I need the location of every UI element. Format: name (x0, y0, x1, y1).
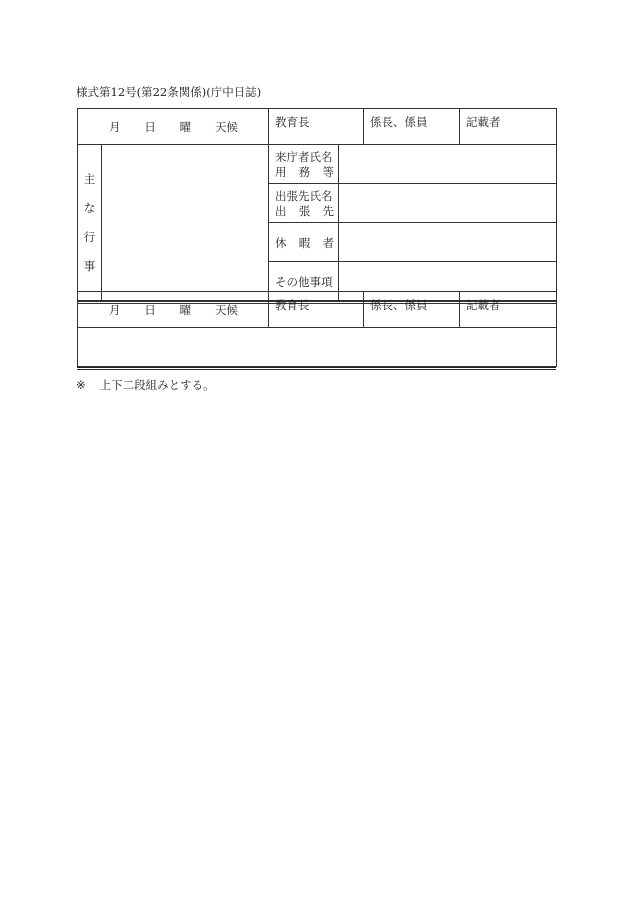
visitor-field[interactable] (339, 145, 557, 184)
month-label-lower: 月 (109, 302, 121, 317)
business-trip-label: 出張先氏名 出 張 先 (269, 184, 339, 223)
weekday-label: 曜 (179, 119, 192, 134)
recorder-label: 記載者 (466, 115, 501, 129)
weather-label-lower: 天候 (214, 302, 238, 317)
upper-table (77, 108, 557, 301)
upper-diary-block (77, 108, 556, 304)
visitor-label: 来庁者氏名 用 務 等 (269, 145, 339, 184)
chief-staff-cell-lower[interactable]: 係長、係員 (364, 292, 460, 328)
lower-table (77, 291, 557, 367)
footnote-text: 上下二段組みとする。 (99, 378, 215, 392)
other-matters-label: その他事項 (269, 262, 339, 301)
weekday-label-lower: 曜 (179, 302, 192, 317)
weather-label: 天候 (214, 119, 238, 134)
main-events-label: 主 な 行 事 (78, 145, 102, 301)
day-label-lower: 日 (144, 302, 156, 317)
superintendent-cell-lower[interactable]: 教育長 (269, 292, 364, 328)
leave-label: 休 暇 者 (269, 223, 339, 262)
form-title: 様式第12号(第22条関係)(庁中日誌) (76, 85, 262, 99)
chief-staff-label: 係長、係員 (370, 115, 428, 129)
superintendent-cell[interactable] (269, 109, 364, 145)
main-events-area[interactable] (102, 145, 269, 301)
month-label: 月 (109, 119, 121, 134)
footnote (76, 377, 215, 393)
lower-blank-area[interactable] (78, 328, 557, 367)
chief-staff-cell[interactable] (364, 109, 460, 145)
superintendent-label: 教育長 (275, 115, 310, 129)
lower-diary-block (77, 291, 556, 370)
leave-field[interactable] (339, 223, 557, 262)
date-cell-lower[interactable] (78, 292, 269, 328)
day-label: 日 (144, 119, 156, 134)
recorder-cell[interactable] (460, 109, 557, 145)
business-trip-field[interactable] (339, 184, 557, 223)
footnote-mark: ※ (76, 378, 86, 392)
date-cell[interactable] (78, 109, 269, 145)
recorder-cell-lower[interactable]: 記載者 (460, 292, 557, 328)
